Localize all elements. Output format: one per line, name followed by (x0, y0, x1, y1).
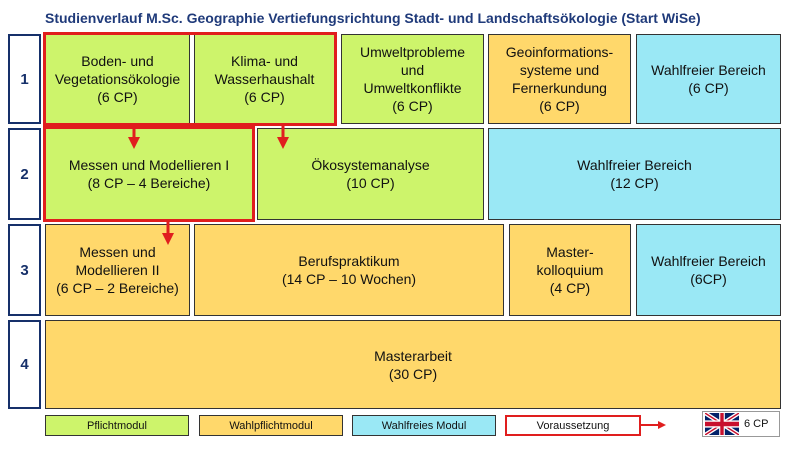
module-line: Messen und Modellieren I (68, 157, 230, 173)
module-line: (6 CP) (97, 89, 138, 105)
module-line: Messen und (79, 244, 156, 260)
module-line: Klima- und (231, 53, 298, 69)
module-line: (10 CP) (346, 175, 395, 191)
module-line: (8 CP – 4 Bereiche) (87, 175, 211, 191)
module-line: (6 CP) (539, 98, 580, 114)
module-line: Vegetationsökologie (54, 71, 181, 87)
legend-pflichtmodul: Pflichtmodul (45, 415, 189, 436)
semester-label-4: 4 (8, 320, 41, 409)
module-line: (6CP) (690, 271, 727, 287)
module-line: Wahlfreier Bereich (651, 253, 766, 269)
module-line: Wahlfreier Bereich (577, 157, 692, 173)
module-line: Berufspraktikum (298, 253, 400, 269)
module-line: (6 CP) (244, 89, 285, 105)
semester-label-1: 1 (8, 34, 41, 124)
module-line: (6 CP) (688, 80, 729, 96)
module-line: Geoinformations- (505, 44, 614, 60)
module-line: Umweltprobleme (359, 44, 466, 60)
semester-label-2: 2 (8, 128, 41, 220)
legend-wahlfreies-modul: Wahlfreies Modul (352, 415, 496, 436)
legend-wahlpflichtmodul: Wahlpflichtmodul (199, 415, 343, 436)
module-line: Fernerkundung (512, 80, 607, 96)
page-title: Studienverlauf M.Sc. Geographie Vertiefungsrichtung Stadt- und Landschaftsökologie (Start WiSe) (45, 10, 701, 26)
module-line: Wahlfreier Bereich (651, 62, 766, 78)
module-line: (6 CP) (392, 98, 433, 114)
legend-voraussetzung: Voraussetzung (505, 415, 641, 436)
module-line: Ökosystemanalyse (311, 157, 430, 173)
module-line: systeme und (519, 62, 600, 78)
module-line: und (400, 62, 425, 78)
module-line: (30 CP) (388, 365, 438, 382)
module-line: Masterarbeit (374, 347, 452, 364)
module-line: Umweltkonflikte (363, 80, 462, 96)
module-line: (4 CP) (549, 280, 591, 296)
module-line: (12 CP) (610, 175, 659, 191)
english-module-label: 6 CP (744, 418, 769, 430)
module-line: Modellieren II (75, 262, 160, 278)
module-line: (6 CP – 2 Bereiche) (56, 280, 179, 296)
semester-label-3: 3 (8, 224, 41, 316)
module-line: kolloquium (536, 262, 604, 278)
uk-flag-icon (705, 413, 739, 435)
module-line: Wasserhaushalt (214, 71, 315, 87)
module-line: (14 CP – 10 Wochen) (281, 271, 417, 287)
module-line: Boden- und (81, 53, 154, 69)
module-line: Master- (546, 244, 594, 260)
